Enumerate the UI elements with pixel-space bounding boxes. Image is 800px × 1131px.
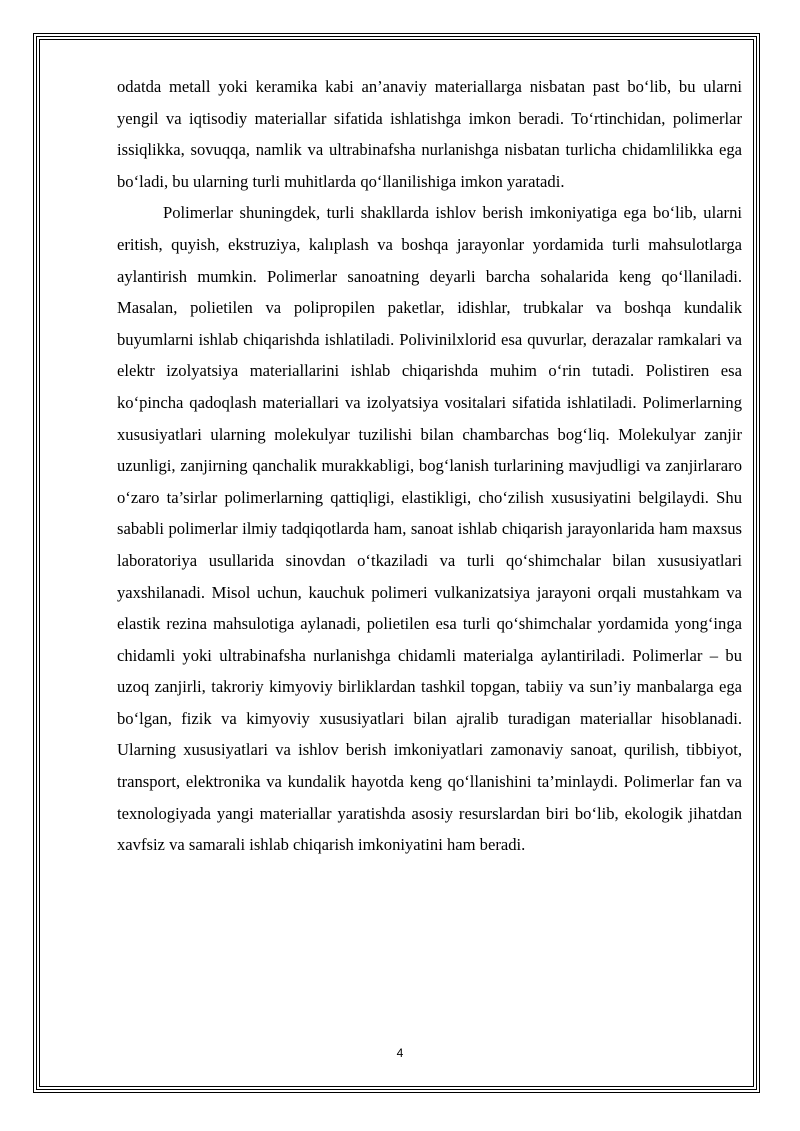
document-body: [117, 71, 742, 861]
page-number: 4: [396, 1046, 404, 1060]
paragraph-2: Polimerlar shuningdek, turli shakllarda ishlov berish imkoniyatiga ega bo‘lib, ularni eritish, quyish, ekstruziya, kalıplash va boshqa jarayonlar yordamida turli mahsulotlarga aylantirish mumkin. Polimerlar sanoatning deyarli barcha sohalarida keng qo‘llaniladi. Masalan, polietilen va polipropilen paketlar, idishlar, trubkalar va boshqa kundalik buyumlarni ishlab chiqarishda ishlatiladi. Polivinilxlorid esa quvurlar, derazalar ramkalari va elektr izolyatsiya materiallarini ishlab chiqarishda muhim o‘rin tutadi. Polistiren esa ko‘pincha qadoqlash materiallari va izolyatsiya vositalari sifatida ishlatiladi. Polimerlarning xususiyatlari ularning molekulyar tuzilishi bilan chambarchas bog‘liq. Molekulyar zanjir uzunligi, zanjirning qanchalik murakkabligi, bog‘lanish turlarining mavjudligi va zanjirlararo o‘zaro ta’sirlar polimerlarning qattiqligi, elastikligi, cho‘zilish xususiyatini belgilaydi. Shu sababli polimerlar ilmiy tadqiqotlarda ham, sanoat ishlab chiqarish jarayonlarida ham maxsus laboratoriya usullarida sinovdan o‘tkaziladi va turli qo‘shimchalar bilan xususiyatlari yaxshilanadi. Misol uchun, kauchuk polimeri vulkanizatsiya jarayoni orqali mustahkam va elastik rezina mahsulotiga aylanadi, polietilen esa turli qo‘shimchalar yordamida yong‘inga chidamli yoki ultrabinafsha nurlanishga chidamli materialga aylantiriladi. Polimerlar – bu uzoq zanjirli, takroriy kimyoviy birliklardan tashkil topgan, tabiiy va sun’iy manbalarga ega bo‘lgan, fizik va kimyoviy xususiyatlari bilan ajralib turadigan materiallar hisoblanadi. Ularning xususiyatlari va ishlov berish imkoniyatlari zamonaviy sanoat, qurilish, tibbiyot, transport, elektronika va kundalik hayotda keng qo‘llanishini ta’minlaydi. Polimerlar fan va texnologiyada yangi materiallar yaratishda asosiy resurslardan biri bo‘lib, ekologik jihatdan xavfsiz va samarali ishlab chiqarish imkoniyatini ham beradi.: [117, 203, 742, 855]
paragraph-1: odatda metall yoki keramika kabi an’anaviy materiallarga nisbatan past bo‘lib, bu ularni yengil va iqtisodiy materiallar sifatida ishlatishga imkon beradi. To‘rtinchidan, polimerlar issiqlikka, sovuqqa, namlik va ultrabinafsha nurlanishga nisbatan turlicha chidamlilikka ega bo‘ladi, bu ularning turli muhitlarda qo‘llanilishiga imkon yaratadi.: [117, 77, 742, 191]
